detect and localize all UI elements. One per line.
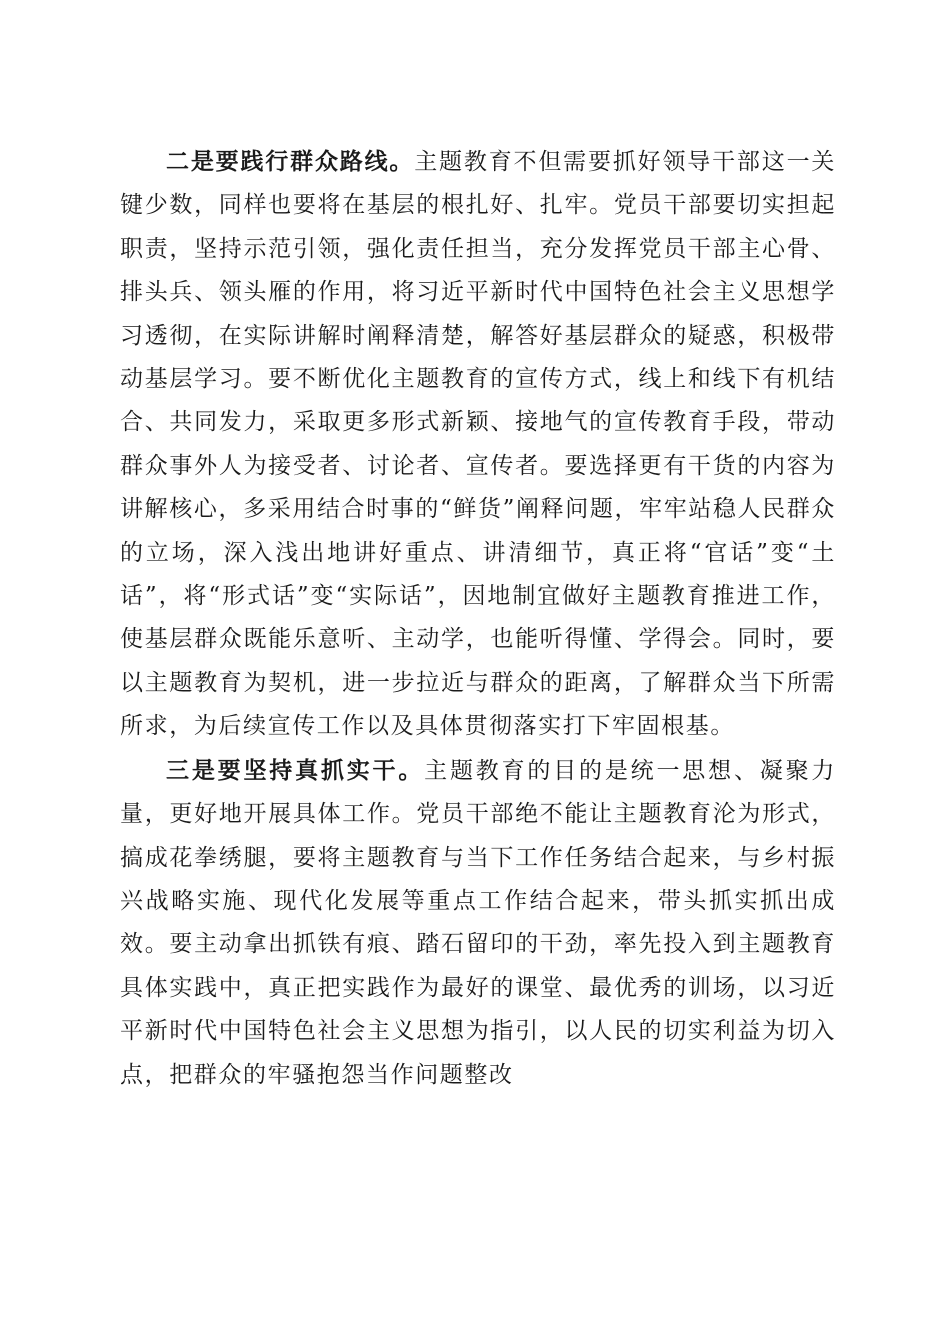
paragraph-practical-work bbox=[120, 749, 836, 1097]
paragraph-mass-line bbox=[120, 140, 836, 749]
paragraph-lead-heading: 三是要坚持真抓实干。 bbox=[166, 756, 425, 784]
paragraph-body-text: 主题教育的目的是统一思想、凝聚力量，更好地开展具体工作。党员干部绝不能让主题教育沦为形式，搞成花拳绣腿，要将主题教育与当下工作任务结合起来，与乡村振兴战略实施、现代化发展等重点工作结合起来，带头抓实抓出成效。要主动拿出抓铁有痕、踏石留印的干劲，率先投入到主题教育具体实践中，真正把实践作为最好的课堂、最优秀的训场，以习近平新时代中国特色社会主义思想为指引，以人民的切实利益为切入点，把群众的牢骚抱怨当作问题整改 bbox=[120, 757, 836, 1088]
paragraph-lead-heading: 二是要践行群众路线。 bbox=[166, 148, 415, 175]
paragraph-body-text: 主题教育不但需要抓好领导干部这一关键少数，同样也要将在基层的根扎好、扎牢。党员干部要切实担起职责，坚持示范引领，强化责任担当，充分发挥党员干部主心骨、排头兵、领头雁的作用，将习近平新时代中国特色社会主义思想学习透彻，在实际讲解时阐释清楚，解答好基层群众的疑惑，积极带动基层学习。要不断优化主题教育的宣传方式，线上和线下有机结合、共同发力，采取更多形式新颖、接地气的宣传教育手段，带动群众事外人为接受者、讨论者、宣传者。要选择更有干货的内容为讲解核心，多采用结合时事的“鲜货”阐释问题，牢牢站稳人民群众的立场，深入浅出地讲好重点、讲清细节，真正将“官话”变“土话”，将“形式话”变“实际话”，因地制宜做好主题教育推进工作，使基层群众既能乐意听、主动学，也能听得懂、学得会。同时，要以主题教育为契机，进一步拉近与群众的距离，了解群众当下所需所求，为后续宣传工作以及具体贯彻落实打下牢固根基。 bbox=[120, 149, 837, 740]
document-page bbox=[120, 140, 836, 1097]
